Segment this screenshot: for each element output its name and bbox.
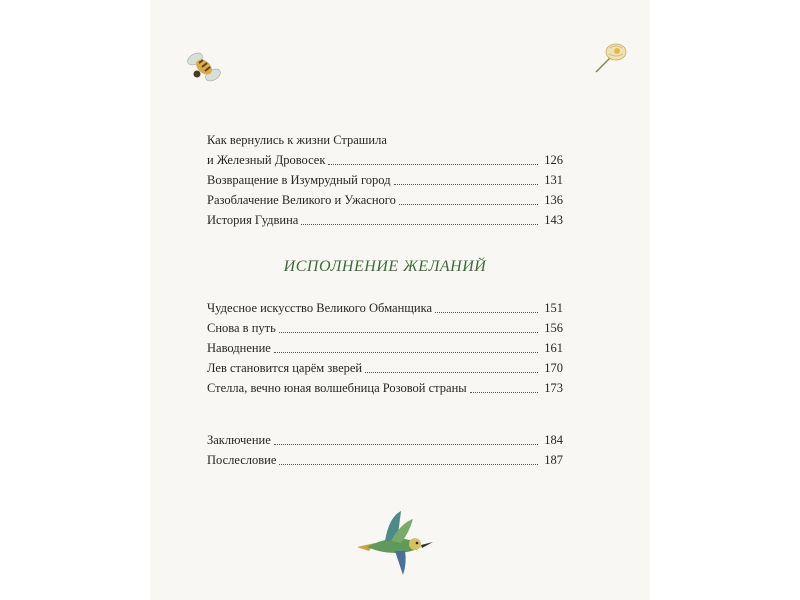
toc-section-3 — [207, 430, 563, 470]
toc-entry[interactable] — [207, 450, 563, 470]
toc-entry[interactable] — [207, 318, 563, 338]
bird-icon — [355, 505, 435, 580]
toc-entry-title: Разоблачение Великого и Ужасного — [207, 193, 396, 207]
toc-entry-page: 131 — [544, 173, 563, 187]
toc-entry-title: Лев становится царём зверей — [207, 361, 363, 375]
section-heading: ИСПОЛНЕНИЕ ЖЕЛАНИЙ — [283, 258, 487, 275]
toc-entry-title: Послесловие — [207, 453, 277, 467]
toc-entry-page: 136 — [544, 193, 563, 207]
toc-section-2 — [207, 298, 563, 398]
bee-icon — [183, 45, 227, 89]
toc-entry[interactable] — [207, 430, 563, 450]
toc-entry-title: Заключение — [207, 433, 271, 447]
toc-entry-title: История Гудвина — [207, 213, 299, 227]
dot-leader — [301, 224, 538, 225]
dot-leader — [274, 352, 538, 353]
dot-leader — [279, 464, 538, 465]
toc-entry-title: Наводнение — [207, 341, 271, 355]
dot-leader — [399, 204, 538, 205]
toc-entry-title: Снова в путь — [207, 321, 276, 335]
dot-leader — [274, 444, 538, 445]
toc-entry-title: Чудесное искусство Великого Обманщика — [207, 301, 433, 315]
dot-leader — [470, 392, 538, 393]
dot-leader — [435, 312, 538, 313]
flower-icon — [592, 38, 632, 78]
toc-entry[interactable] — [207, 190, 563, 210]
toc-entry[interactable] — [207, 298, 563, 318]
toc-entry-title: Стелла, вечно юная волшебница Розовой страны — [207, 381, 467, 395]
toc-entry-page: 126 — [544, 153, 563, 167]
toc-entry-page: 151 — [544, 301, 563, 315]
toc-entry[interactable] — [207, 338, 563, 358]
toc-section-1 — [207, 130, 563, 230]
dot-leader — [328, 164, 538, 165]
toc-entry-page: 173 — [544, 381, 563, 395]
toc-entry[interactable] — [207, 170, 563, 190]
toc-entry-page: 161 — [544, 341, 563, 355]
toc-entry[interactable] — [207, 150, 563, 170]
toc-entry[interactable] — [207, 130, 563, 150]
toc-entry-title: Как вернулись к жизни Страшила — [207, 133, 387, 147]
toc-entry-title: Возвращение в Изумрудный город — [207, 173, 391, 187]
toc-entry-page: 170 — [544, 361, 563, 375]
toc-entry[interactable] — [207, 358, 563, 378]
toc-entry-page: 187 — [544, 453, 563, 467]
dot-leader — [365, 372, 538, 373]
toc-entry[interactable] — [207, 378, 563, 398]
toc-entry-page: 156 — [544, 321, 563, 335]
toc-entry-page: 143 — [544, 213, 563, 227]
toc-entry[interactable] — [207, 210, 563, 230]
dot-leader — [279, 332, 538, 333]
dot-leader — [394, 184, 538, 185]
toc-entry-page: 184 — [544, 433, 563, 447]
toc-entry-title: и Железный Дровосек — [207, 153, 326, 167]
